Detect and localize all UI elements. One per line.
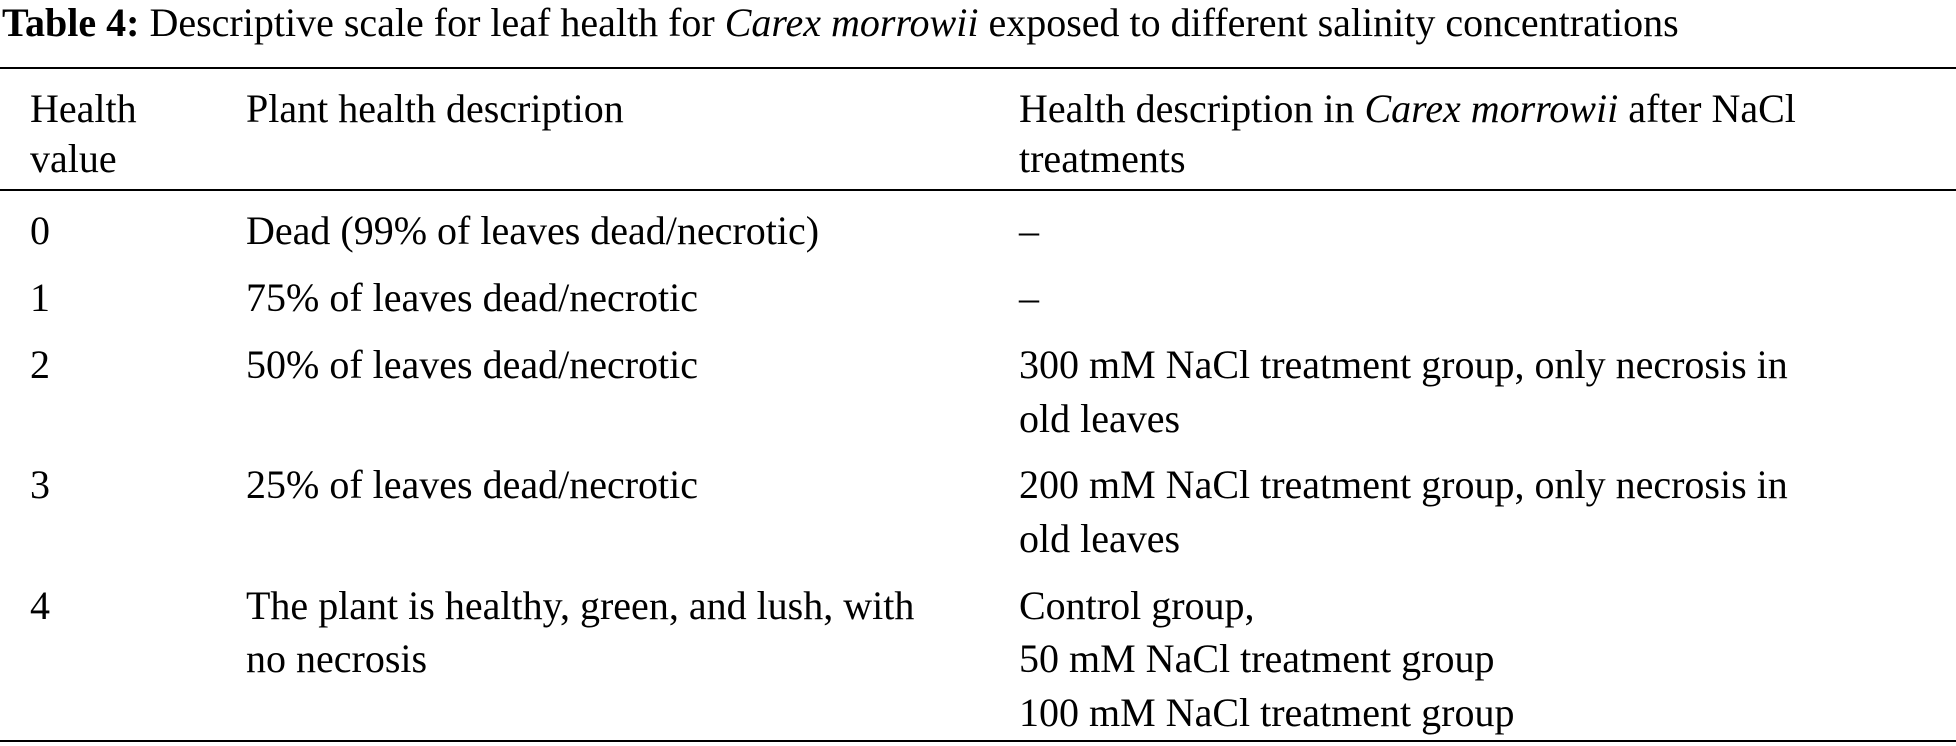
row-2-health-value: 2 <box>30 342 50 387</box>
header-carex-description-line2: treatments <box>1019 136 1186 181</box>
row-2-plant-description: 50% of leaves dead/necrotic <box>246 342 699 387</box>
row-4-plant-description-line2: no necrosis <box>246 636 428 681</box>
header-health-value-line1: Health <box>30 86 137 131</box>
header-carex-description-after: after NaCl <box>1628 86 1796 131</box>
header-health-value-line2: value <box>30 136 117 181</box>
table-caption-text-after: exposed to different salinity concentrations <box>988 0 1679 45</box>
row-1-carex-description: – <box>1019 275 1039 320</box>
table-bottom-rule <box>0 740 1956 742</box>
row-1-plant-description: 75% of leaves dead/necrotic <box>246 275 699 320</box>
row-1-health-value: 1 <box>30 275 50 320</box>
table-header-rule <box>0 189 1956 191</box>
row-4-plant-description-line1: The plant is healthy, green, and lush, with <box>246 583 915 628</box>
header-carex-description <box>1019 84 1796 134</box>
row-0-plant-description: Dead (99% of leaves dead/necrotic) <box>246 208 820 253</box>
header-carex-description-species: Carex morrowii <box>1364 86 1619 131</box>
row-3-carex-description-line2: old leaves <box>1019 516 1181 561</box>
row-2-carex-description-line2: old leaves <box>1019 396 1181 441</box>
row-3-plant-description: 25% of leaves dead/necrotic <box>246 462 699 507</box>
header-plant-description: Plant health description <box>246 86 624 131</box>
row-3-health-value: 3 <box>30 462 50 507</box>
row-4-carex-description-line2: 50 mM NaCl treatment group <box>1019 636 1495 681</box>
table-caption-text-before: Descriptive scale for leaf health for <box>149 0 715 45</box>
row-4-health-value: 4 <box>30 583 50 628</box>
row-2-carex-description-line1: 300 mM NaCl treatment group, only necrosis in <box>1019 342 1788 387</box>
table-top-rule <box>0 67 1956 69</box>
table-caption-species: Carex morrowii <box>724 0 979 45</box>
row-3-carex-description-line1: 200 mM NaCl treatment group, only necrosis in <box>1019 462 1788 507</box>
row-4-carex-description-line1: Control group, <box>1019 583 1255 628</box>
table-caption <box>2 0 1952 46</box>
row-4-carex-description-line3: 100 mM NaCl treatment group <box>1019 690 1515 735</box>
header-carex-description-before: Health description in <box>1019 86 1355 131</box>
row-0-carex-description: – <box>1019 208 1039 253</box>
table-caption-label: Table 4: <box>2 0 140 45</box>
row-0-health-value: 0 <box>30 208 50 253</box>
